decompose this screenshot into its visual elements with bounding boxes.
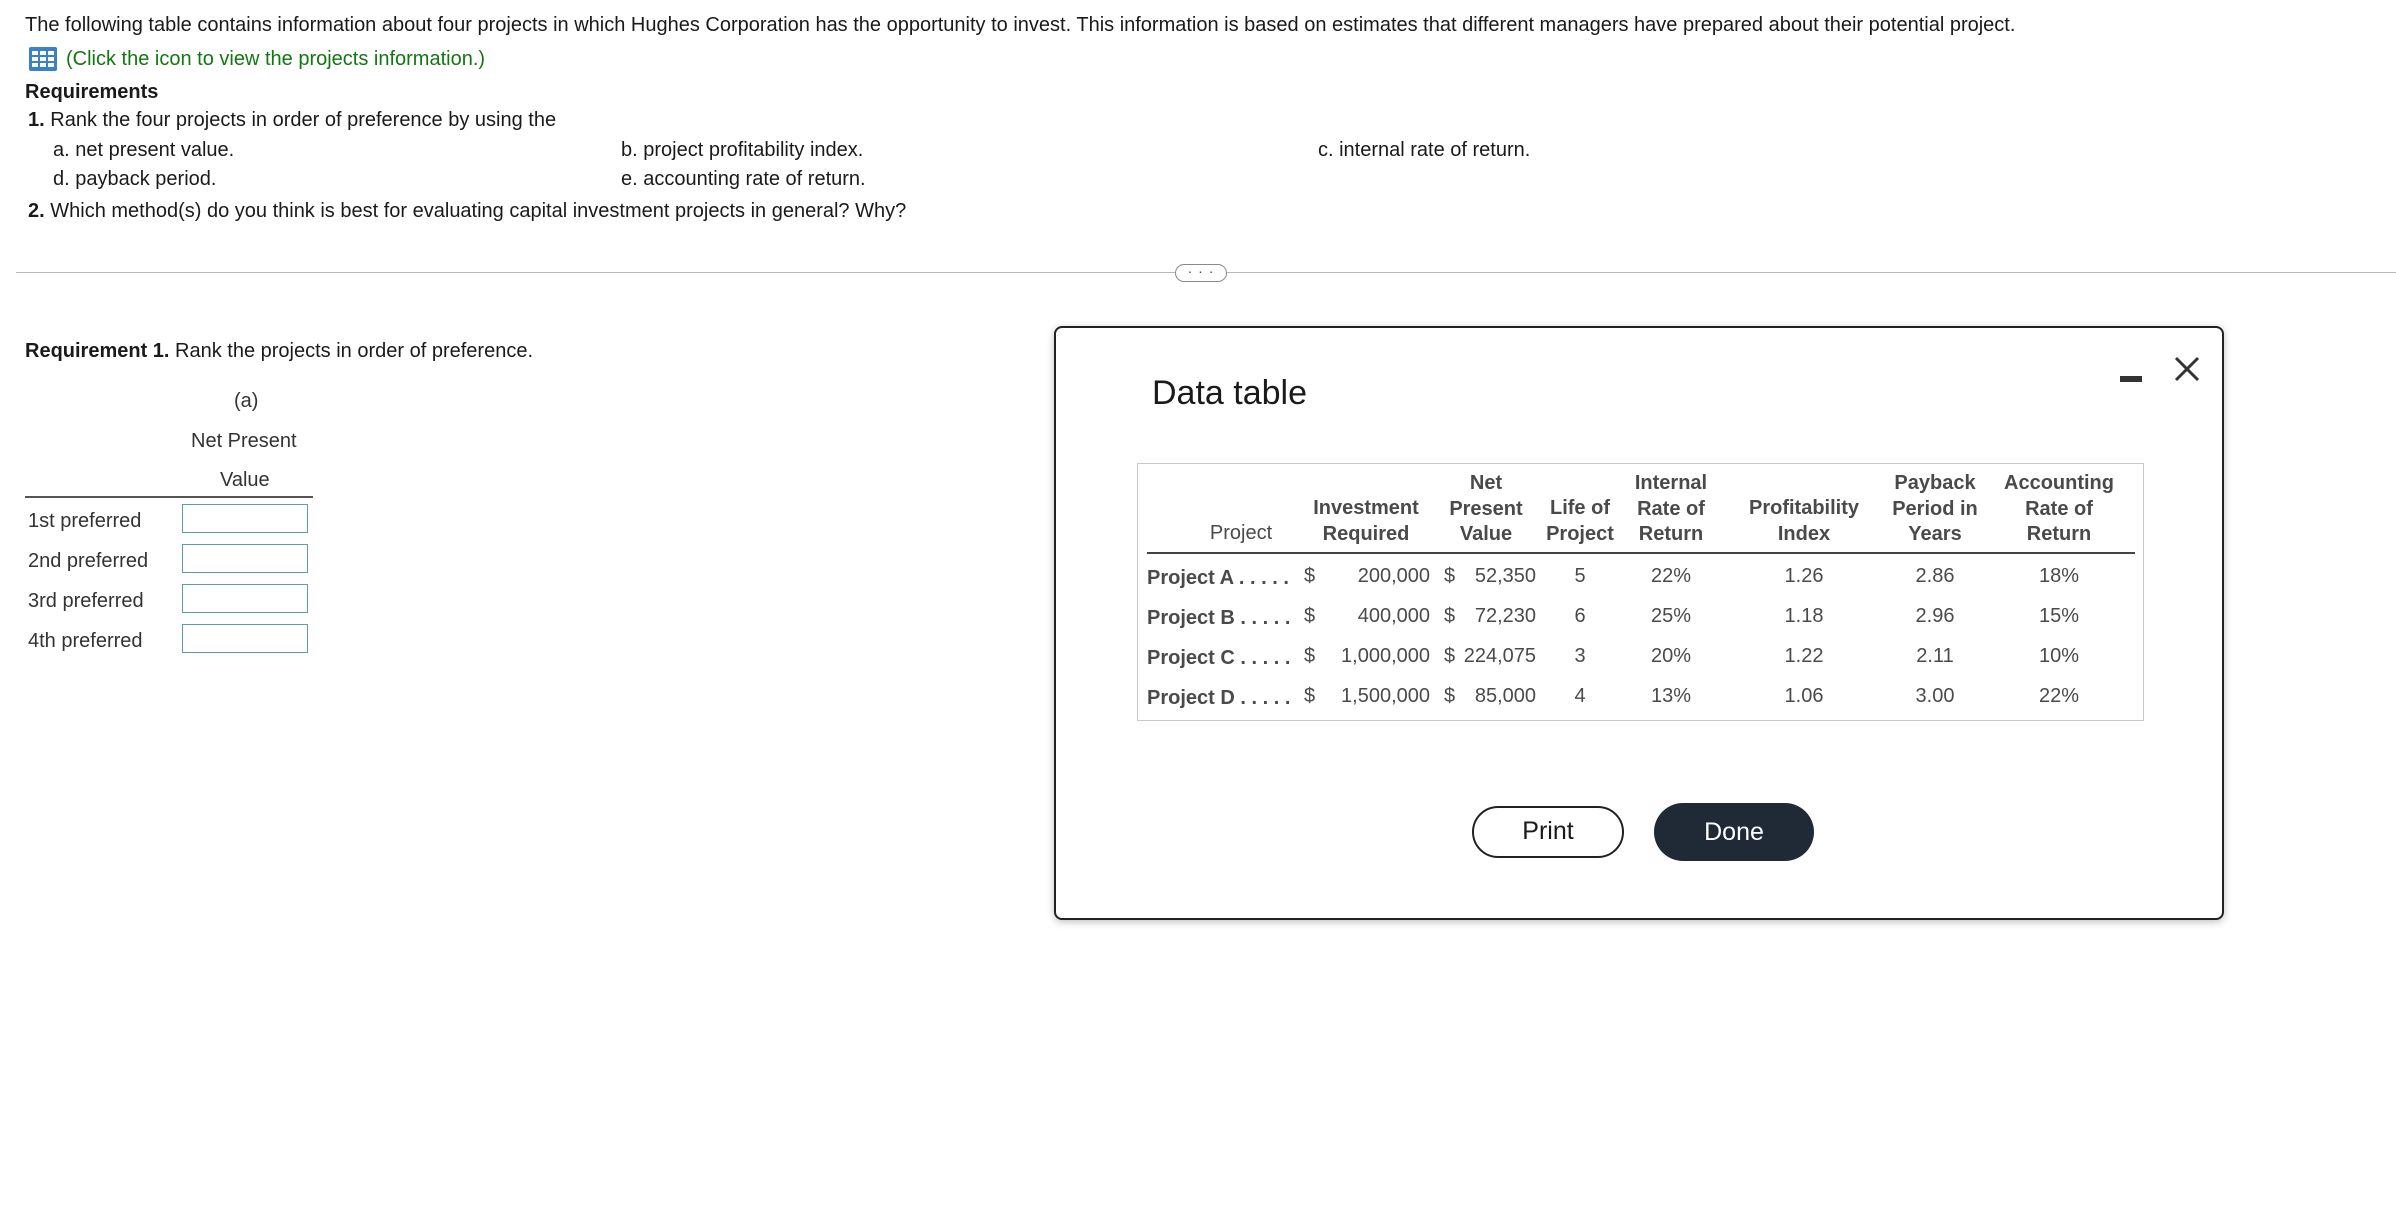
close-icon[interactable] xyxy=(2170,352,2204,386)
row-project-name: Project C . . . . . xyxy=(1147,647,1291,669)
header-arr-l3: Return xyxy=(2026,523,2092,545)
expand-collapse-button[interactable]: · · · xyxy=(1175,264,1227,282)
header-project: Project xyxy=(1209,522,1273,544)
rank-label-3: 3rd preferred xyxy=(28,590,144,612)
row-investment: 1,500,000 xyxy=(1341,685,1430,707)
table-icon[interactable] xyxy=(28,46,58,72)
header-life xyxy=(1540,496,1620,547)
row-irr: 22% xyxy=(1650,565,1692,587)
row-arr: 22% xyxy=(2038,685,2080,707)
projects-info-link-text[interactable]: (Click the icon to view the projects information.) xyxy=(66,47,486,70)
header-life-l2: Project xyxy=(1546,522,1614,545)
requirement-1-text xyxy=(28,109,556,132)
row-pi: 1.22 xyxy=(1784,645,1824,667)
header-payback-l2: Period in xyxy=(1892,497,1978,520)
header-investment-l2: Required xyxy=(1322,522,1410,545)
row-pi: 1.06 xyxy=(1784,685,1824,707)
column-header-rule xyxy=(25,496,313,498)
row-npv-symbol: $ xyxy=(1444,685,1456,707)
requirement-1-heading xyxy=(25,340,533,363)
row-npv: 72,230 xyxy=(1474,605,1536,627)
column-header-line2: Value xyxy=(220,469,270,491)
requirement-1-label: Requirement 1. xyxy=(25,340,170,362)
header-npv xyxy=(1445,471,1527,548)
requirement-2-text xyxy=(28,200,906,223)
rank-input-2[interactable] xyxy=(182,544,308,573)
row-pi: 1.26 xyxy=(1784,565,1824,587)
row-life: 6 xyxy=(1574,605,1586,627)
row-project-name: Project A . . . . . xyxy=(1147,567,1289,589)
minimize-icon[interactable] xyxy=(2120,368,2142,382)
header-npv-l2: Present xyxy=(1449,497,1523,520)
row-investment: 1,000,000 xyxy=(1341,645,1430,667)
rank-input-4[interactable] xyxy=(182,624,308,653)
req2-body: Which method(s) do you think is best for evaluating capital investment projects in general? Why? xyxy=(50,200,907,222)
header-arr-l2: Rate of xyxy=(2025,497,2093,520)
option-b: b. project profitability index. xyxy=(621,139,864,161)
header-arr-l1: Accounting xyxy=(2004,472,2114,494)
option-d: d. payback period. xyxy=(53,168,217,190)
row-npv: 52,350 xyxy=(1474,565,1536,587)
row-irr: 20% xyxy=(1650,645,1692,667)
row-npv-symbol: $ xyxy=(1444,565,1456,587)
option-c: c. internal rate of return. xyxy=(1318,139,1531,161)
header-life-l1: Life of xyxy=(1550,497,1610,519)
header-irr-l2: Rate of xyxy=(1637,497,1705,520)
row-npv-symbol: $ xyxy=(1444,645,1456,667)
header-npv-l3: Value xyxy=(1459,523,1513,545)
header-arr xyxy=(1994,471,2124,548)
row-arr: 15% xyxy=(2038,605,2080,627)
rank-label-1: 1st preferred xyxy=(28,510,142,532)
req1-number: 1. xyxy=(28,109,45,131)
row-payback: 3.00 xyxy=(1915,685,1955,707)
row-life: 5 xyxy=(1574,565,1586,587)
rank-input-1[interactable] xyxy=(182,504,308,533)
header-npv-l1: Net xyxy=(1469,472,1503,494)
row-inv-symbol: $ xyxy=(1304,605,1316,627)
print-button[interactable]: Print xyxy=(1472,806,1624,858)
row-npv: 224,075 xyxy=(1463,645,1536,667)
header-irr-l3: Return xyxy=(1638,523,1704,545)
header-payback xyxy=(1885,471,1985,548)
row-project-name: Project B . . . . . xyxy=(1147,607,1291,629)
column-header-line1: Net Present xyxy=(191,430,297,452)
row-pi: 1.18 xyxy=(1784,605,1824,627)
row-inv-symbol: $ xyxy=(1304,645,1316,667)
row-arr: 10% xyxy=(2038,645,2080,667)
row-life: 4 xyxy=(1574,685,1586,707)
row-inv-symbol: $ xyxy=(1304,565,1316,587)
row-inv-symbol: $ xyxy=(1304,685,1316,707)
projects-info-link[interactable] xyxy=(28,46,485,72)
header-investment-l1: Investment xyxy=(1313,497,1419,519)
header-pi-l1: Profitability xyxy=(1748,497,1859,519)
header-rule xyxy=(1147,552,2135,554)
row-project-name: Project D . . . . . xyxy=(1147,687,1291,709)
requirement-1-body: Rank the projects in order of preference. xyxy=(175,340,534,362)
row-investment: 200,000 xyxy=(1357,565,1430,587)
column-letter: (a) xyxy=(234,390,259,412)
modal-title: Data table xyxy=(1152,374,1307,412)
row-irr: 13% xyxy=(1650,685,1692,707)
header-investment xyxy=(1306,496,1426,547)
req2-number: 2. xyxy=(28,200,45,222)
header-irr xyxy=(1626,471,1716,548)
req1-body: Rank the four projects in order of preference by using the xyxy=(50,109,557,131)
requirements-title: Requirements xyxy=(25,81,159,103)
row-arr: 18% xyxy=(2038,565,2080,587)
row-npv: 85,000 xyxy=(1474,685,1536,707)
rank-label-2: 2nd preferred xyxy=(28,550,149,572)
row-investment: 400,000 xyxy=(1357,605,1430,627)
header-irr-l1: Internal xyxy=(1634,472,1708,494)
header-payback-l1: Payback xyxy=(1894,472,1976,494)
done-button[interactable]: Done xyxy=(1654,803,1814,861)
rank-input-3[interactable] xyxy=(182,584,308,613)
row-payback: 2.96 xyxy=(1915,605,1955,627)
row-payback: 2.11 xyxy=(1916,645,1954,667)
rank-label-4: 4th preferred xyxy=(28,630,143,652)
data-table-modal xyxy=(1054,326,2224,920)
header-pi-l2: Index xyxy=(1777,522,1831,545)
intro-text: The following table contains information about four projects in which Hughes Corporation has the opportunity to invest. This information is based on estimates that different managers have prepared about their potential project. xyxy=(25,14,2016,36)
option-e: e. accounting rate of return. xyxy=(621,168,866,190)
row-payback: 2.86 xyxy=(1915,565,1955,587)
header-pi xyxy=(1739,496,1869,547)
row-irr: 25% xyxy=(1650,605,1692,627)
row-life: 3 xyxy=(1574,645,1586,667)
row-npv-symbol: $ xyxy=(1444,605,1456,627)
option-a: a. net present value. xyxy=(53,139,235,161)
header-payback-l3: Years xyxy=(1908,523,1962,545)
projects-data-table xyxy=(1137,463,2144,721)
